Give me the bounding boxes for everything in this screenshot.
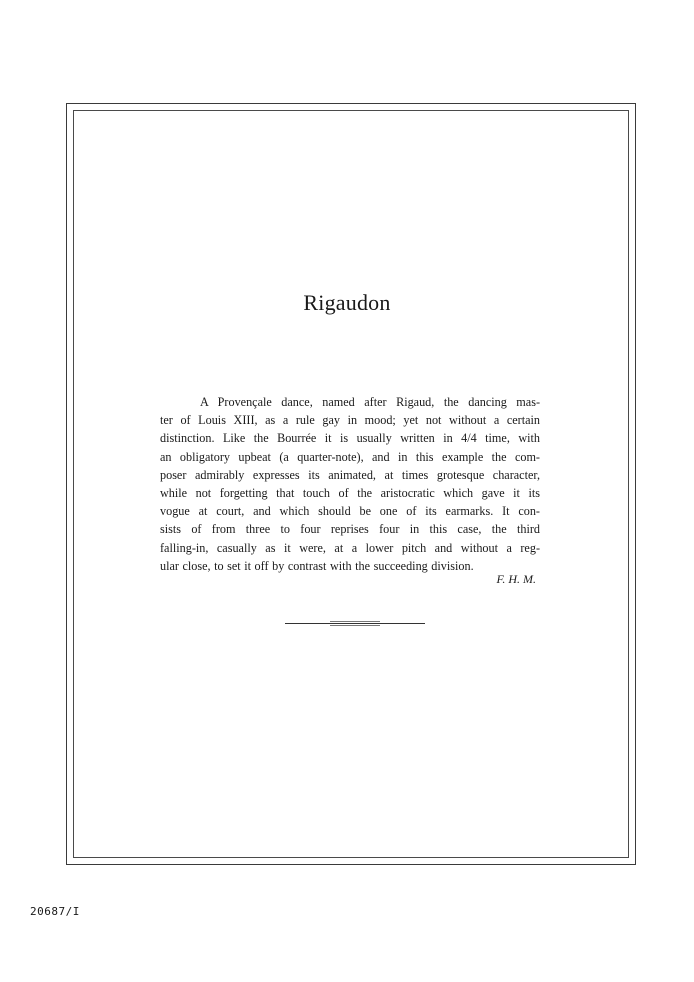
paragraph-line: A Provençale dance, named after Rigaud, the dancing mas- xyxy=(200,395,540,409)
paragraph-line: vogue at court, and which should be one of its earmarks. It con- xyxy=(160,504,540,519)
paragraph-line: ular close, to set it off by contrast with the succeeding division. xyxy=(160,558,474,573)
page-title: Rigaudon xyxy=(303,290,391,315)
author-signature: F. H. M. xyxy=(496,572,536,586)
decorative-divider-accent xyxy=(330,621,380,626)
paragraph-line: poser admirably expresses its animated, at times grotesque character, xyxy=(160,467,540,482)
paragraph-line: distinction. Like the Bourrée it is usually written in 4/4 time, with xyxy=(160,431,540,446)
paragraph-line: sists of from three to four reprises four in this case, the third xyxy=(160,522,540,537)
paragraph-line: while not forgetting that touch of the aristocratic which gave it its xyxy=(160,486,540,501)
description-paragraph xyxy=(160,393,540,575)
paragraph-line: an obligatory upbeat (a quarter-note), and in this example the com- xyxy=(160,449,540,464)
paragraph-line: ter of Louis XIII, as a rule gay in mood; yet not without a certain xyxy=(160,413,540,428)
paragraph-line: falling-in, casually as it were, at a lower pitch and without a reg- xyxy=(160,540,540,555)
plate-number: 20687/I xyxy=(30,905,80,918)
